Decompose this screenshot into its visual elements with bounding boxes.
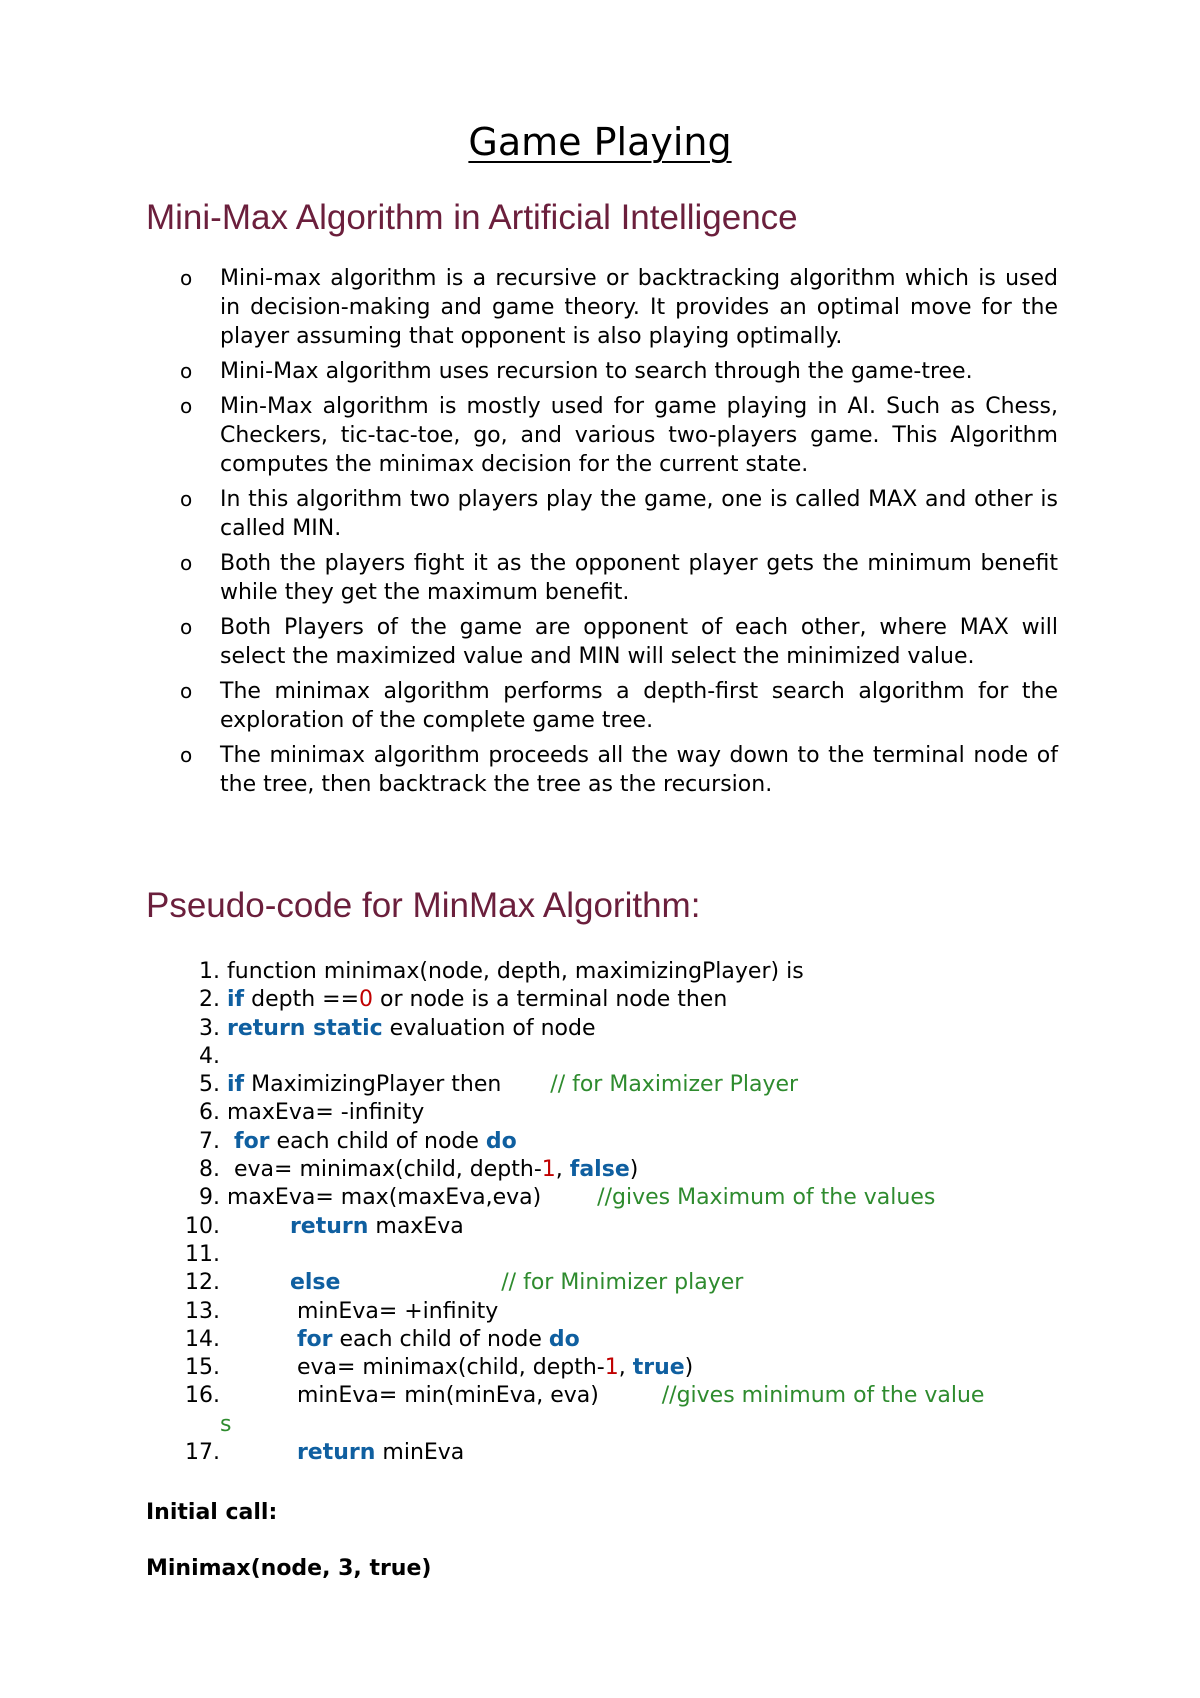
code-line bbox=[146, 1326, 1066, 1354]
initial-call-label: Initial call: bbox=[146, 1500, 278, 1525]
code-keyword: return bbox=[289, 1213, 369, 1239]
code-line bbox=[146, 1099, 1066, 1127]
bullet-text: Mini-Max algorithm uses recursion to search through the game-tree. bbox=[220, 359, 973, 384]
code-line bbox=[146, 986, 1066, 1014]
code-text bbox=[340, 1270, 501, 1295]
code-comment: //gives Maximum of the values bbox=[597, 1185, 936, 1211]
code-text: minEva= +infinity bbox=[296, 1298, 499, 1324]
code-indent bbox=[220, 1044, 227, 1069]
code-keyword: true bbox=[632, 1355, 685, 1381]
code-line-number: 13. bbox=[185, 1298, 220, 1324]
code-line bbox=[146, 1156, 1066, 1184]
code-text: minEva bbox=[375, 1440, 465, 1466]
bullet-text: Both Players of the game are opponent of each other, where MAX will select the maximized value and MIN will select the minimized value. bbox=[220, 615, 1058, 669]
bullet-item bbox=[180, 677, 1058, 735]
code-text: , bbox=[555, 1157, 570, 1183]
bullet-marker: o bbox=[180, 743, 193, 767]
bullet-text: Both the players fight it as the opponent player gets the minimum benefit while they get the maximum benefit. bbox=[220, 551, 1058, 605]
bullet-marker: o bbox=[180, 487, 193, 511]
code-keyword: return bbox=[296, 1440, 376, 1466]
code-line-number: 15. bbox=[185, 1355, 220, 1381]
code-indent bbox=[220, 1440, 297, 1465]
initial-call-code: Minimax(node, 3, true) bbox=[146, 1556, 432, 1581]
bullet-marker: o bbox=[180, 551, 193, 575]
code-line bbox=[146, 1439, 1066, 1467]
code-line-number: 4. bbox=[199, 1043, 220, 1069]
code-line bbox=[146, 1382, 1066, 1439]
code-text: or node is a terminal node then bbox=[373, 987, 728, 1013]
code-line bbox=[146, 1298, 1066, 1326]
code-literal: 0 bbox=[359, 987, 374, 1013]
bullet-list bbox=[180, 264, 1058, 805]
bullet-marker: o bbox=[180, 615, 193, 639]
code-keyword: false bbox=[569, 1157, 630, 1183]
code-text: each child of node bbox=[332, 1326, 549, 1352]
code-literal: 1 bbox=[604, 1355, 619, 1381]
code-text: minEva= min(minEva, eva) bbox=[296, 1383, 662, 1409]
page-title: Game Playing bbox=[468, 120, 732, 164]
code-text: eva= minimax(child, depth- bbox=[234, 1157, 542, 1183]
bullet-item bbox=[180, 264, 1058, 351]
code-line bbox=[146, 1269, 1066, 1297]
code-indent bbox=[220, 1327, 297, 1352]
code-keyword: if bbox=[227, 1072, 245, 1098]
code-line bbox=[146, 1184, 1066, 1212]
code-text: eva= minimax(child, depth- bbox=[296, 1355, 605, 1381]
bullet-text: In this algorithm two players play the game, one is called MAX and other is called MIN. bbox=[220, 487, 1058, 541]
bullet-item bbox=[180, 357, 1058, 386]
code-comment: // for Maximizer Player bbox=[550, 1072, 799, 1098]
code-line bbox=[146, 1128, 1066, 1156]
bullet-marker: o bbox=[180, 266, 193, 290]
code-line-number: 1. bbox=[199, 959, 220, 984]
code-text: depth == bbox=[244, 987, 360, 1013]
code-text: evaluation of node bbox=[382, 1015, 596, 1041]
bullet-text: The minimax algorithm performs a depth-first search algorithm for the exploration of the complete game tree. bbox=[220, 679, 1058, 733]
bullet-item bbox=[180, 741, 1058, 799]
code-indent bbox=[220, 1214, 290, 1239]
code-indent bbox=[220, 1355, 297, 1380]
code-line bbox=[146, 958, 1066, 986]
code-text: each child of node bbox=[269, 1128, 486, 1154]
bullet-item bbox=[180, 392, 1058, 479]
code-line bbox=[146, 1071, 1066, 1099]
code-text: maxEva= max(maxEva,eva) bbox=[227, 1185, 598, 1211]
code-literal: 1 bbox=[541, 1157, 556, 1183]
code-indent bbox=[220, 1100, 227, 1125]
bullet-item bbox=[180, 485, 1058, 543]
code-text: , bbox=[618, 1355, 633, 1381]
pseudocode-list bbox=[146, 958, 1066, 1467]
code-line-number: 7. bbox=[199, 1128, 220, 1154]
code-indent bbox=[220, 959, 227, 984]
code-line-number: 9. bbox=[199, 1185, 220, 1211]
code-keyword: if bbox=[227, 987, 245, 1013]
code-line-number: 10. bbox=[185, 1213, 220, 1239]
code-indent bbox=[220, 1016, 227, 1041]
code-line-number: 14. bbox=[185, 1326, 220, 1352]
code-indent bbox=[220, 1299, 297, 1324]
bullet-text: The minimax algorithm proceeds all the way down to the terminal node of the tree, then backtrack the tree as the recursion. bbox=[220, 743, 1058, 797]
bullet-marker: o bbox=[180, 679, 193, 703]
code-comment-overflow: s bbox=[220, 1411, 232, 1437]
code-line-number: 12. bbox=[185, 1270, 220, 1296]
code-comment: // for Minimizer player bbox=[501, 1270, 744, 1296]
code-line bbox=[146, 1043, 1066, 1071]
code-keyword: return static bbox=[227, 1015, 383, 1041]
section-heading-pseudocode: Pseudo-code for MinMax Algorithm: bbox=[146, 886, 701, 925]
code-line bbox=[146, 1241, 1066, 1269]
bullet-text: Mini-max algorithm is a recursive or backtracking algorithm which is used in decision-making and game theory. It provides an optimal move for the player assuming that opponent is also playing optimally. bbox=[220, 266, 1058, 349]
code-line bbox=[146, 1015, 1066, 1043]
section-heading-minimax: Mini-Max Algorithm in Artificial Intelligence bbox=[146, 198, 798, 237]
code-keyword: for bbox=[234, 1128, 270, 1154]
code-text: ) bbox=[684, 1355, 694, 1381]
code-line-number: 17. bbox=[185, 1440, 220, 1466]
code-line-number: 16. bbox=[185, 1383, 220, 1409]
code-keyword: do bbox=[548, 1326, 580, 1352]
code-text: MaximizingPlayer then bbox=[244, 1072, 551, 1098]
bullet-item bbox=[180, 613, 1058, 671]
code-indent bbox=[220, 1157, 234, 1182]
code-indent bbox=[220, 1383, 297, 1408]
code-line bbox=[146, 1354, 1066, 1382]
code-keyword: else bbox=[289, 1270, 341, 1296]
code-line-number: 2. bbox=[199, 987, 220, 1013]
bullet-marker: o bbox=[180, 394, 193, 418]
code-line-number: 8. bbox=[199, 1157, 220, 1183]
code-keyword: for bbox=[296, 1326, 333, 1352]
code-line bbox=[146, 1213, 1066, 1241]
code-text: maxEva= -infinity bbox=[227, 1100, 425, 1126]
code-line-number: 11. bbox=[185, 1241, 220, 1267]
code-line-number: 6. bbox=[199, 1100, 220, 1126]
code-keyword: do bbox=[485, 1128, 517, 1154]
bullet-text: Min-Max algorithm is mostly used for game playing in AI. Such as Chess, Checkers, tic-tac-toe, go, and various two-players game. This Algorithm computes the minimax decision for the current state. bbox=[220, 394, 1058, 477]
bullet-marker: o bbox=[180, 359, 193, 383]
code-line-number: 3. bbox=[199, 1015, 220, 1041]
code-text: ) bbox=[629, 1157, 639, 1183]
code-indent bbox=[220, 1185, 227, 1210]
code-text: function minimax(node, depth, maximizingPlayer) is bbox=[227, 959, 804, 984]
code-text: maxEva bbox=[368, 1213, 464, 1239]
code-comment: //gives minimum of the value bbox=[661, 1383, 985, 1409]
code-indent bbox=[220, 1072, 227, 1097]
bullet-item bbox=[180, 549, 1058, 607]
code-indent bbox=[220, 1129, 234, 1154]
code-line-number: 5. bbox=[199, 1072, 220, 1098]
code-indent bbox=[220, 987, 227, 1012]
code-indent bbox=[220, 1270, 290, 1295]
